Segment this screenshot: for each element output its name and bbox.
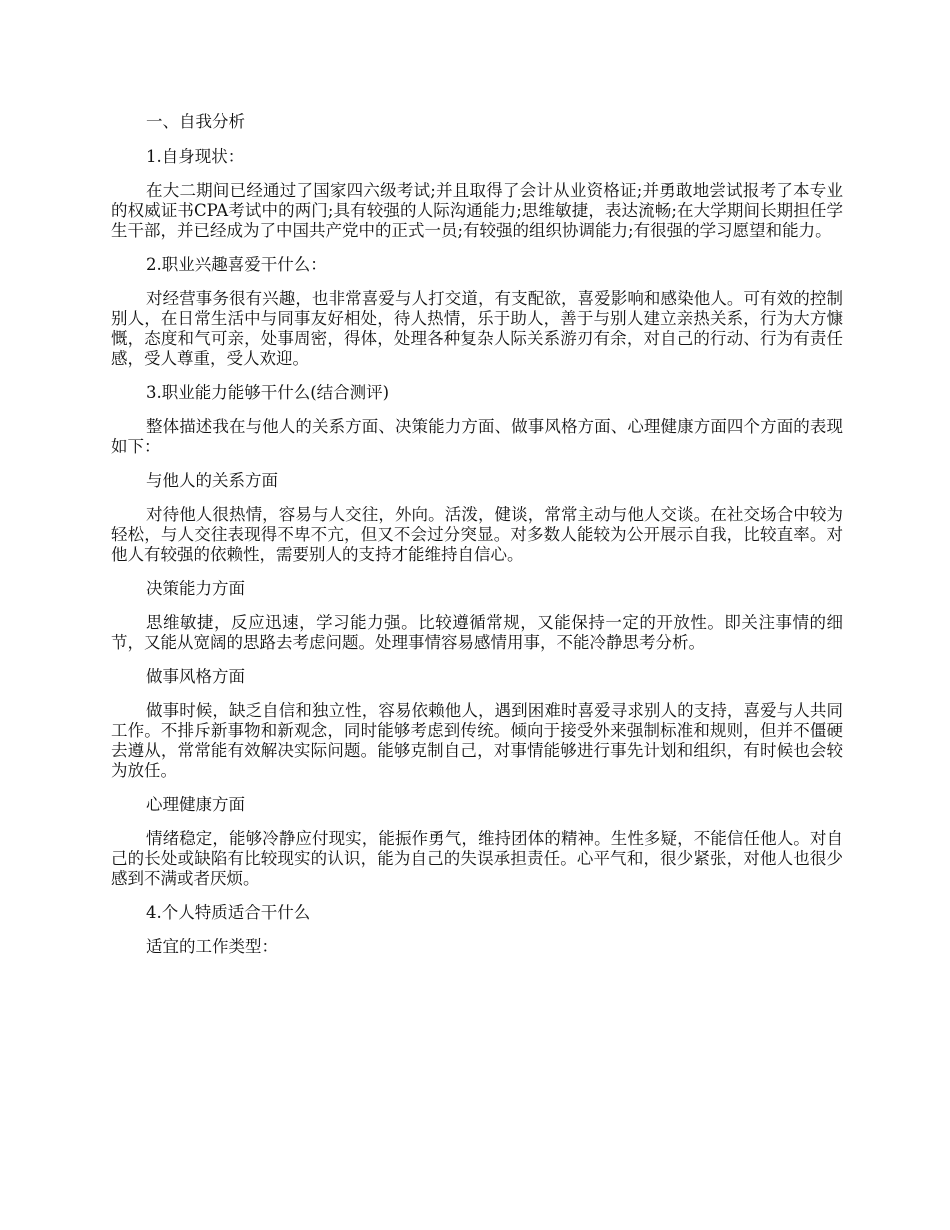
subheading-personal-traits: 4.个人特质适合干什么 xyxy=(146,903,311,922)
subheading-career-interest: 2.职业兴趣喜爱干什么： xyxy=(146,255,327,274)
paragraph-ability-overview: 整体描述我在与他人的关系方面、决策能力方面、做事风格方面、心理健康方面四个方面的表现如下： xyxy=(111,417,843,456)
paragraph-current-status: 在大二期间已经通过了国家四六级考试;并且取得了会计从业资格证;并勇敢地尝试报考了本专业的权威证书CPA考试中的两门;具有较强的人际沟通能力;思维敏捷，表达流畅;在大学期间长期担任学生干部，并已经成为了中国共产党中的正式一员;有较强的组织协调能力;有很强的学习愿望和能力。 xyxy=(111,181,843,240)
section-heading-self-analysis: 一、自我分析 xyxy=(146,112,245,131)
paragraph-relationships: 对待他人很热情，容易与人交往，外向。活泼，健谈，常常主动与他人交谈。在社交场合中较为轻松，与人交往表现得不卑不亢，但又不会过分突显。对多数人能较为公开展示自我，比较直率。对他人有较强的依赖性，需要别人的支持才能维持自信心。 xyxy=(111,505,843,564)
document-page xyxy=(111,112,843,971)
subheading-mental-health: 心理健康方面 xyxy=(146,795,245,814)
paragraph-career-interest: 对经营事务很有兴趣，也非常喜爱与人打交道，有支配欲，喜爱影响和感染他人。可有效的控制别人，在日常生活中与同事友好相处，待人热情，乐于助人，善于与别人建立亲热关系，行为大方慷慨，态度和气可亲，处事周密，得体，处理各种复杂人际关系游刃有余，对自己的行动、行为有责任感，受人尊重，受人欢迎。 xyxy=(111,289,843,368)
subheading-relationships: 与他人的关系方面 xyxy=(146,471,278,490)
subheading-current-status: 1.自身现状： xyxy=(146,147,245,166)
paragraph-mental-health: 情绪稳定，能够冷静应付现实，能振作勇气，维持团体的精神。生性多疑，不能信任他人。对自己的长处或缺陷有比较现实的认识，能为自己的失误承担责任。心平气和，很少紧张，对他人也很少感到不满或者厌烦。 xyxy=(111,829,843,888)
paragraph-work-style: 做事时候，缺乏自信和独立性，容易依赖他人，遇到困难时喜爱寻求别人的支持，喜爱与人共同工作。不排斥新事物和新观念，同时能够考虑到传统。倾向于接受外来强制标准和规则，但并不僵硬去遵从，常常能有效解决实际问题。能够克制自己，对事情能够进行事先计划和组织，有时候也会较为放任。 xyxy=(111,701,843,780)
subheading-suitable-work-types: 适宜的工作类型： xyxy=(146,937,278,956)
subheading-decision-making: 决策能力方面 xyxy=(146,579,245,598)
paragraph-decision-making: 思维敏捷，反应迅速，学习能力强。比较遵循常规，又能保持一定的开放性。即关注事情的细节，又能从宽阔的思路去考虑问题。处理事情容易感情用事，不能冷静思考分析。 xyxy=(111,613,843,652)
subheading-work-style: 做事风格方面 xyxy=(146,667,245,686)
subheading-career-ability: 3.职业能力能够干什么(结合测评) xyxy=(146,383,390,402)
